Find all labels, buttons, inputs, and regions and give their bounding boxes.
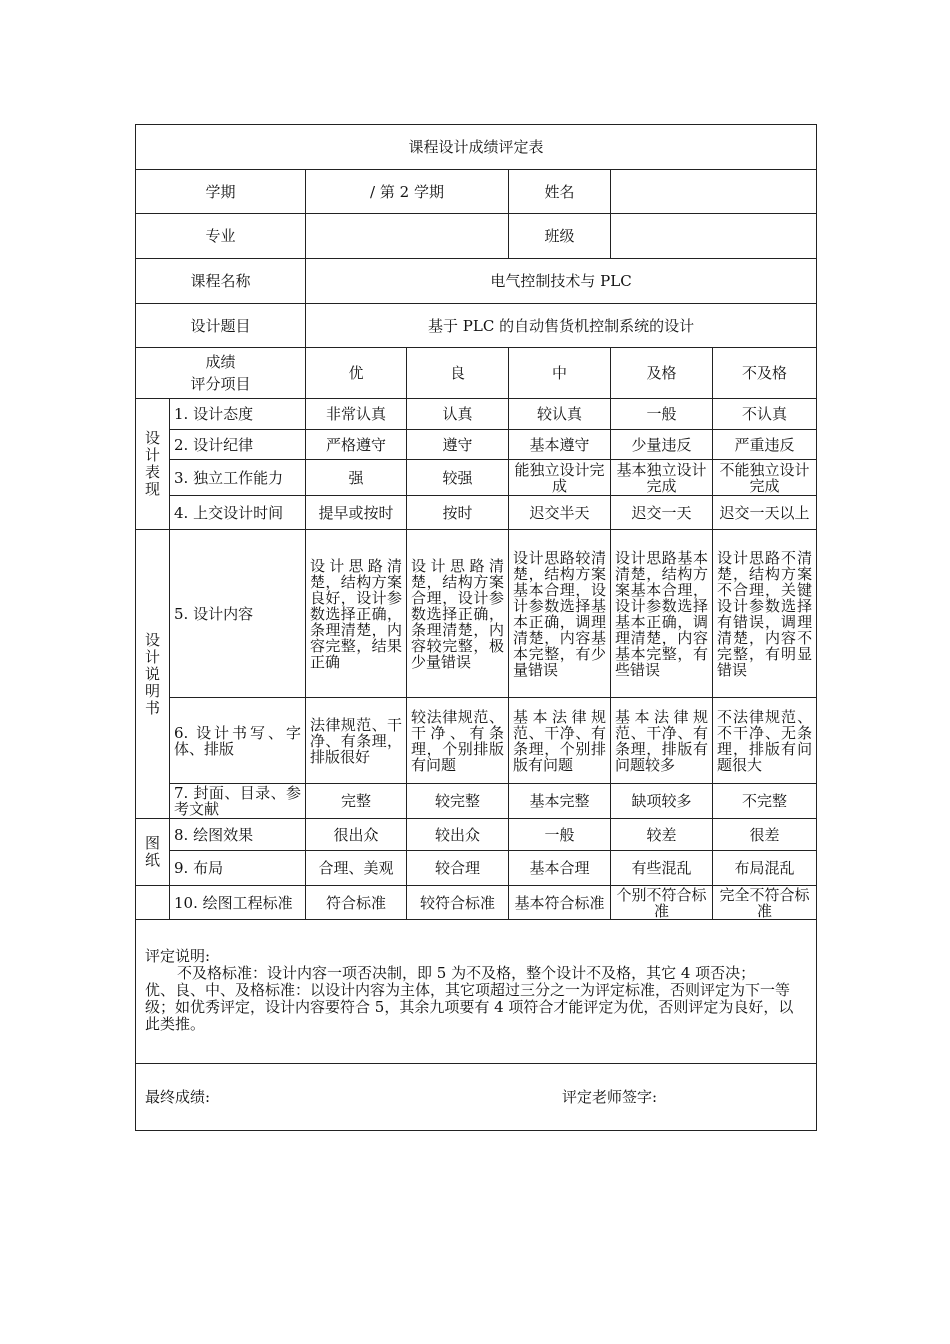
criteria-cell: 较符合标准 xyxy=(407,886,509,920)
criteria-cell: 很差 xyxy=(713,819,817,851)
criteria-cell: 完整 xyxy=(306,784,407,819)
grading-form-table xyxy=(135,124,817,1131)
teacher-signature-label[interactable]: 评定老师签字: xyxy=(562,1088,658,1106)
criteria-cell: 一般 xyxy=(611,399,713,430)
criteria-cell: 法律规范、干净、有条理，排版很好 xyxy=(306,698,407,784)
grade-header: 良 xyxy=(407,348,509,399)
criteria-cell: 设计思路基本清楚，结构方案基本合理，设计参数选择基本正确，调理清楚，内容基本完整，有些错误 xyxy=(611,530,713,698)
group-label-performance: 设 计 表 现 xyxy=(136,399,170,530)
criteria-cell: 较法律规范、干净、有条理，个别排版有问题 xyxy=(407,698,509,784)
criteria-cell: 合理、美观 xyxy=(306,851,407,886)
grade-header: 优 xyxy=(306,348,407,399)
name-value[interactable] xyxy=(611,170,817,214)
group-spacer xyxy=(136,886,170,920)
signature-row xyxy=(136,1064,817,1131)
item-name: 6. 设计书写、字体、排版 xyxy=(170,698,306,784)
major-value[interactable] xyxy=(306,214,509,259)
criteria-cell: 不完整 xyxy=(713,784,817,819)
criteria-cell: 强 xyxy=(306,460,407,496)
criteria-cell: 基本法律规范、干净、有条理，排版有问题较多 xyxy=(611,698,713,784)
criteria-cell: 设计思路不清楚，结构方案不合理，关键设计参数选择有错误，调理清楚，内容不完整，有明显错误 xyxy=(713,530,817,698)
criteria-cell: 布局混乱 xyxy=(713,851,817,886)
item-name: 9. 布局 xyxy=(170,851,306,886)
criteria-cell: 遵守 xyxy=(407,430,509,460)
criteria-cell: 基本遵守 xyxy=(509,430,611,460)
criteria-cell: 不认真 xyxy=(713,399,817,430)
class-label: 班级 xyxy=(509,214,611,259)
criteria-cell: 不法律规范、不干净、无条理，排版有问题很大 xyxy=(713,698,817,784)
term-label: 学期 xyxy=(136,170,306,214)
grade-header: 及格 xyxy=(611,348,713,399)
note-heading: 评定说明: xyxy=(145,947,211,965)
criteria-cell: 完全不符合标准 xyxy=(713,886,817,920)
criteria-cell: 设计思路清楚，结构方案合理，设计参数选择正确，条理清楚，内容较完整，极少量错误 xyxy=(407,530,509,698)
criteria-cell: 基本法律规范、干净、有条理，个别排版有问题 xyxy=(509,698,611,784)
criteria-cell: 缺项较多 xyxy=(611,784,713,819)
item-name: 3. 独立工作能力 xyxy=(170,460,306,496)
topic-label: 设计题目 xyxy=(136,304,306,348)
header-corner xyxy=(136,348,306,399)
criteria-cell: 一般 xyxy=(509,819,611,851)
criteria-cell: 非常认真 xyxy=(306,399,407,430)
criteria-cell: 较差 xyxy=(611,819,713,851)
item-name: 5. 设计内容 xyxy=(170,530,306,698)
major-label: 专业 xyxy=(136,214,306,259)
corner-item-label: 评分项目 xyxy=(190,375,251,393)
criteria-cell: 符合标准 xyxy=(306,886,407,920)
criteria-cell: 基本独立设计完成 xyxy=(611,460,713,496)
criteria-cell: 较认真 xyxy=(509,399,611,430)
item-name: 1. 设计态度 xyxy=(170,399,306,430)
criteria-cell: 迟交半天 xyxy=(509,496,611,530)
class-value[interactable] xyxy=(611,214,817,259)
criteria-cell: 较出众 xyxy=(407,819,509,851)
evaluation-note xyxy=(136,920,817,1064)
term-value[interactable]: / 第 2 学期 xyxy=(306,170,509,214)
corner-grade-label: 成绩 xyxy=(205,353,236,371)
criteria-cell: 较完整 xyxy=(407,784,509,819)
grade-header: 不及格 xyxy=(713,348,817,399)
course-label: 课程名称 xyxy=(136,259,306,304)
group-label-drawings: 图 纸 xyxy=(136,819,170,886)
criteria-cell: 认真 xyxy=(407,399,509,430)
criteria-cell: 设计思路较清楚，结构方案基本合理，设计参数选择基本正确，调理清楚，内容基本完整，有少量错误 xyxy=(509,530,611,698)
criteria-cell: 基本完整 xyxy=(509,784,611,819)
final-grade-label[interactable]: 最终成绩: xyxy=(145,1088,211,1106)
criteria-cell: 有些混乱 xyxy=(611,851,713,886)
item-name: 10. 绘图工程标准 xyxy=(170,886,306,920)
criteria-cell: 较合理 xyxy=(407,851,509,886)
criteria-cell: 基本符合标准 xyxy=(509,886,611,920)
criteria-cell: 严重违反 xyxy=(713,430,817,460)
name-label: 姓名 xyxy=(509,170,611,214)
course-value[interactable]: 电气控制技术与 PLC xyxy=(306,259,817,304)
note-fail-standard: 不及格标准：设计内容一项否决制，即 5 为不及格，整个设计不及格，其它 4 项否决； xyxy=(177,964,756,982)
criteria-cell: 能独立设计完成 xyxy=(509,460,611,496)
item-name: 8. 绘图效果 xyxy=(170,819,306,851)
criteria-cell: 提早或按时 xyxy=(306,496,407,530)
grade-header: 中 xyxy=(509,348,611,399)
topic-value[interactable]: 基于 PLC 的自动售货机控制系统的设计 xyxy=(306,304,817,348)
group-label-manual: 设 计 说 明 书 xyxy=(136,530,170,819)
criteria-cell: 设计思路清楚，结构方案良好，设计参数选择正确，条理清楚，内容完整，结果正确 xyxy=(306,530,407,698)
criteria-cell: 按时 xyxy=(407,496,509,530)
criteria-cell: 迟交一天以上 xyxy=(713,496,817,530)
criteria-cell: 严格遵守 xyxy=(306,430,407,460)
item-name: 4. 上交设计时间 xyxy=(170,496,306,530)
note-pass-standard: 优、良、中、及格标准：以设计内容为主体，其它项超过三分之一为评定标准，否则评定为下一等级；如优秀评定，设计内容要符合 5，其余九项要有 4 项符合才能评定为优，否则评定为良好，以此类推。 xyxy=(145,981,794,1033)
form-title: 课程设计成绩评定表 xyxy=(136,125,817,170)
criteria-cell: 个别不符合标准 xyxy=(611,886,713,920)
criteria-cell: 迟交一天 xyxy=(611,496,713,530)
criteria-cell: 很出众 xyxy=(306,819,407,851)
criteria-cell: 较强 xyxy=(407,460,509,496)
criteria-cell: 基本合理 xyxy=(509,851,611,886)
criteria-cell: 少量违反 xyxy=(611,430,713,460)
item-name: 7. 封面、目录、参考文献 xyxy=(170,784,306,819)
item-name: 2. 设计纪律 xyxy=(170,430,306,460)
criteria-cell: 不能独立设计完成 xyxy=(713,460,817,496)
